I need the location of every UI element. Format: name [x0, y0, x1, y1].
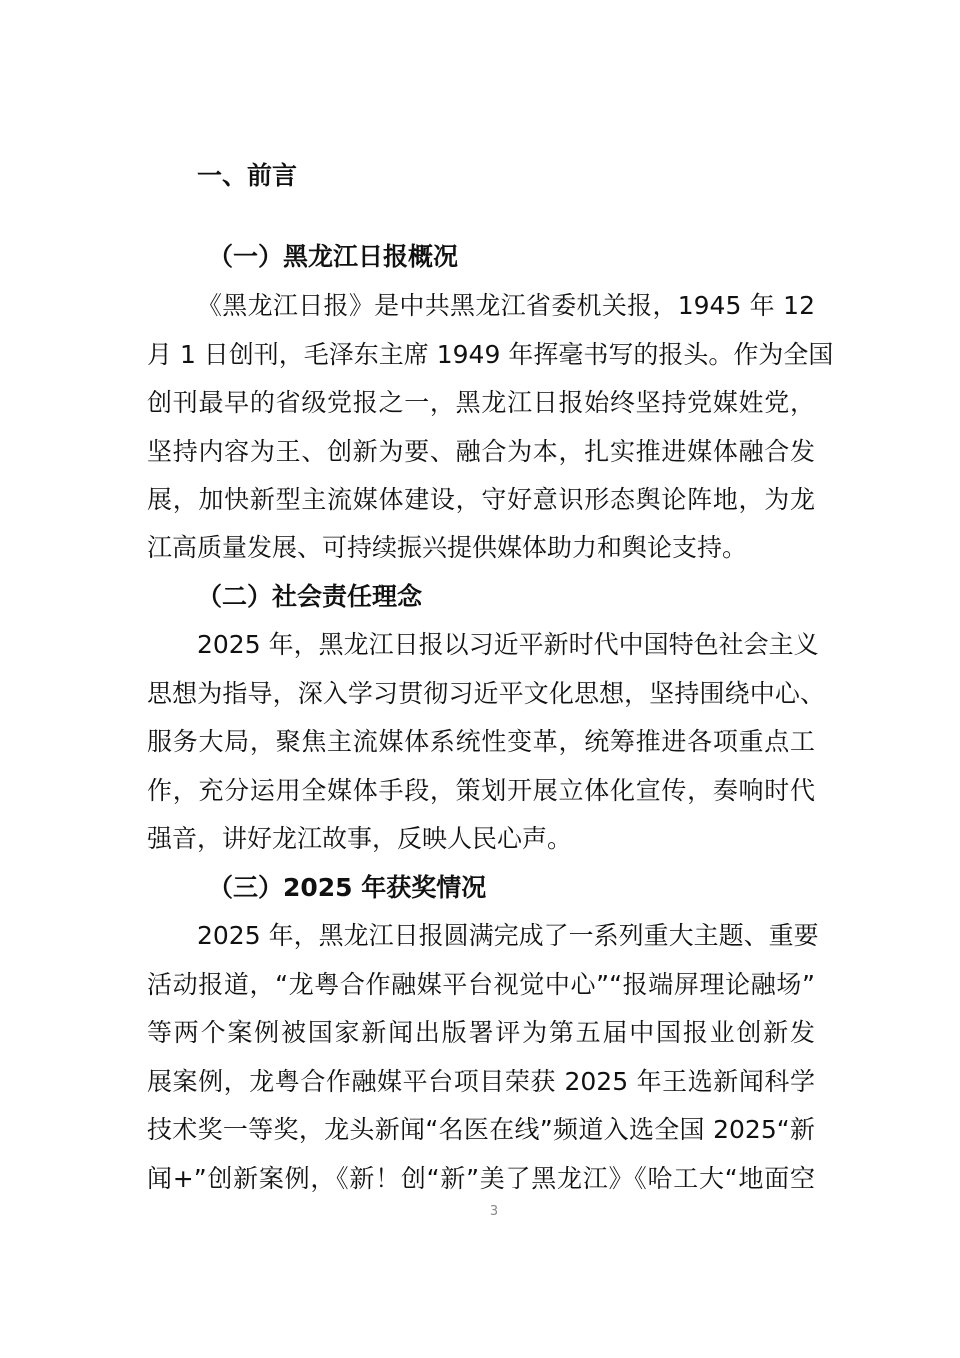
paragraph-line: 月 1 日创刊，毛泽东主席 1949 年挥毫书写的报头。作为全国: [147, 340, 834, 369]
subheading-awards: （三）2025 年获奖情况: [208, 873, 487, 902]
paragraph-line: 服务大局，聚焦主流媒体系统性变革，统筹推进各项重点工: [147, 727, 815, 756]
subheading-overview: （一）黑龙江日报概况: [208, 242, 459, 271]
paragraph-line: 展案例，龙粤合作融媒平台项目荣获 2025 年王选新闻科学: [147, 1067, 815, 1096]
paragraph-line: 思想为指导，深入学习贯彻习近平文化思想，坚持围绕中心、: [147, 679, 825, 708]
paragraph-line: 2025 年，黑龙江日报以习近平新时代中国特色社会主义: [197, 630, 819, 659]
paragraph-line: 坚持内容为王、创新为要、融合为本，扎实推进媒体融合发: [147, 437, 815, 466]
paragraph-line: 强音，讲好龙江故事，反映人民心声。: [147, 824, 573, 853]
subheading-social-responsibility: （二）社会责任理念: [197, 582, 423, 611]
paragraph-line: 《黑龙江日报》是中共黑龙江省委机关报，1945 年 12: [197, 291, 815, 320]
section-heading-preface: 一、前言: [197, 161, 298, 190]
paragraph-line: 创刊最早的省级党报之一，黑龙江日报始终坚持党媒姓党，: [147, 388, 815, 417]
paragraph-line: 展，加快新型主流媒体建设，守好意识形态舆论阵地，为龙: [147, 485, 815, 514]
paragraph-line: 技术奖一等奖，龙头新闻“名医在线”频道入选全国 2025“新: [147, 1115, 815, 1144]
paragraph-line: 活动报道，“龙粤合作融媒平台视觉中心”“报端屏理论融场”: [147, 970, 815, 999]
paragraph-line: 作，充分运用全媒体手段，策划开展立体化宣传，奏响时代: [147, 776, 815, 805]
paragraph-line: 江高质量发展、可持续振兴提供媒体助力和舆论支持。: [147, 533, 748, 562]
page-number: 3: [489, 1204, 499, 1219]
paragraph-line: 2025 年，黑龙江日报圆满完成了一系列重大主题、重要: [197, 921, 819, 950]
paragraph-line: 闻+”创新案例，《新！创“新”美了黑龙江》《哈工大“地面空: [147, 1164, 815, 1193]
paragraph-line: 等两个案例被国家新闻出版署评为第五届中国报业创新发: [147, 1018, 815, 1047]
